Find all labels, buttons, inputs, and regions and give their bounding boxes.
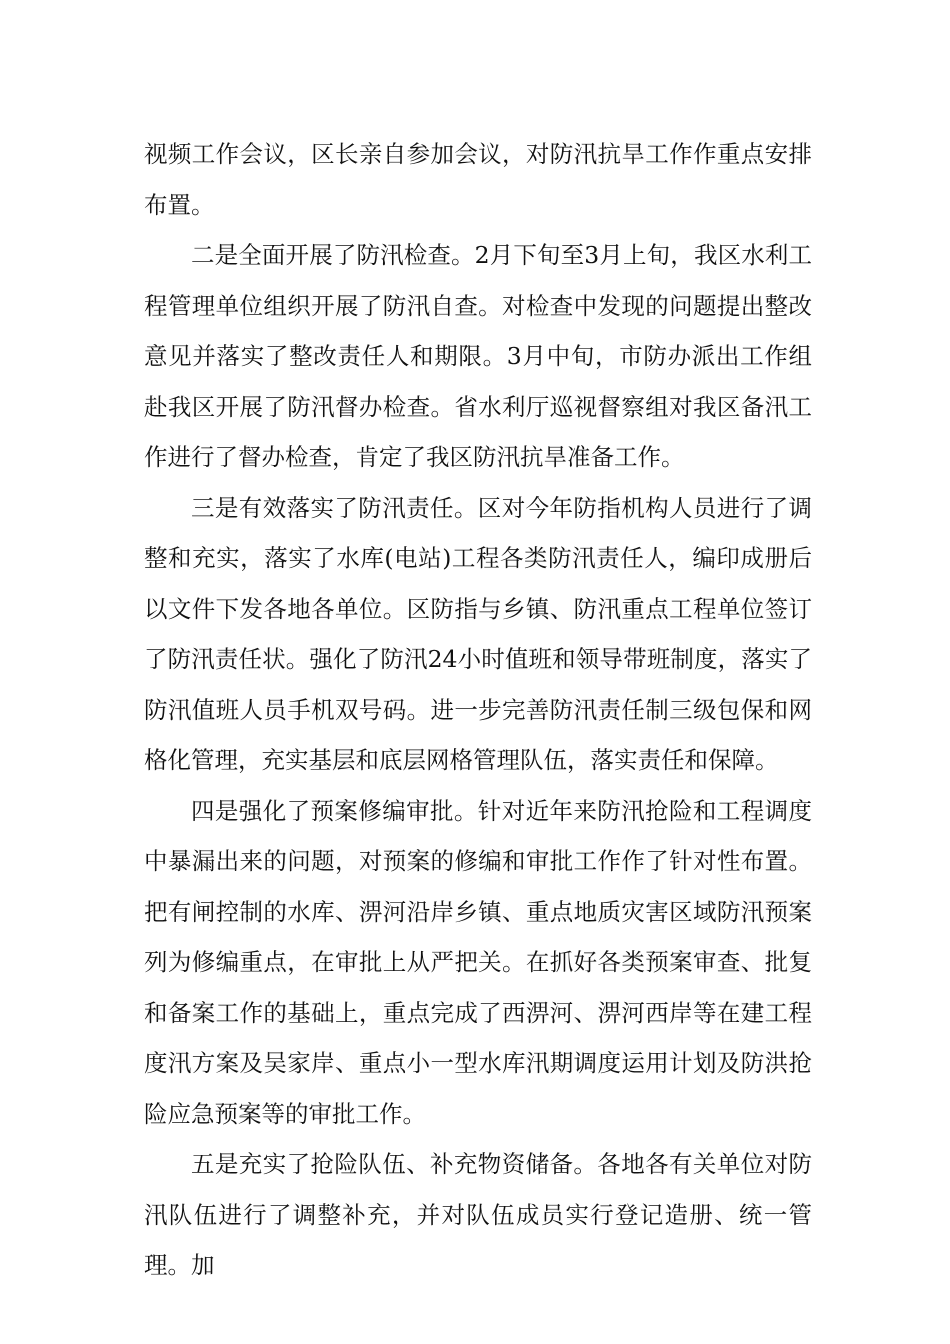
paragraph-flood-responsibility: 三是有效落实了防汛责任。区对今年防指机构人员进行了调整和充实，落实了水库(电站)工程各类防汛责任人，编印成册后以文件下发各地各单位。区防指与乡镇、防汛重点工程单位签订了防汛责任状。强化了防汛24小时值班和领导带班制度，落实了防汛值班人员手机双号码。进一步完善防汛责任制三级包保和网格化管理，充实基层和底层网格管理队伍，落实责任和保障。 xyxy=(144,493,812,774)
paragraph-rescue-team: 五是充实了抢险队伍、补充物资储备。各地各有关单位对防汛队伍进行了调整补充，并对队伍成员实行登记造册、统一管理。加 xyxy=(144,1150,812,1279)
body-text xyxy=(144,129,812,1291)
paragraph-plan-revision: 四是强化了预案修编审批。针对近年来防汛抢险和工程调度中暴漏出来的问题，对预案的修编和审批工作作了针对性布置。把有闸控制的水库、淠河沿岸乡镇、重点地质灾害区域防汛预案列为修编重点，在审批上从严把关。在抓好各类预案审查、批复和备案工作的基础上，重点完成了西淠河、淠河西岸等在建工程度汛方案及吴家岸、重点小一型水库汛期调度运用计划及防洪抢险应急预案等的审批工作。 xyxy=(144,796,812,1128)
paragraph-continuation: 视频工作会议，区长亲自参加会议，对防汛抗旱工作作重点安排布置。 xyxy=(144,140,812,219)
paragraph-flood-inspection: 二是全面开展了防汛检查。2月下旬至3月上旬，我区水利工程管理单位组织开展了防汛自查。对检查中发现的问题提出整改意见并落实了整改责任人和期限。3月中旬，市防办派出工作组赴我区开展了防汛督办检查。省水利厅巡视督察组对我区备汛工作进行了督办检查，肯定了我区防汛抗旱准备工作。 xyxy=(144,241,812,471)
